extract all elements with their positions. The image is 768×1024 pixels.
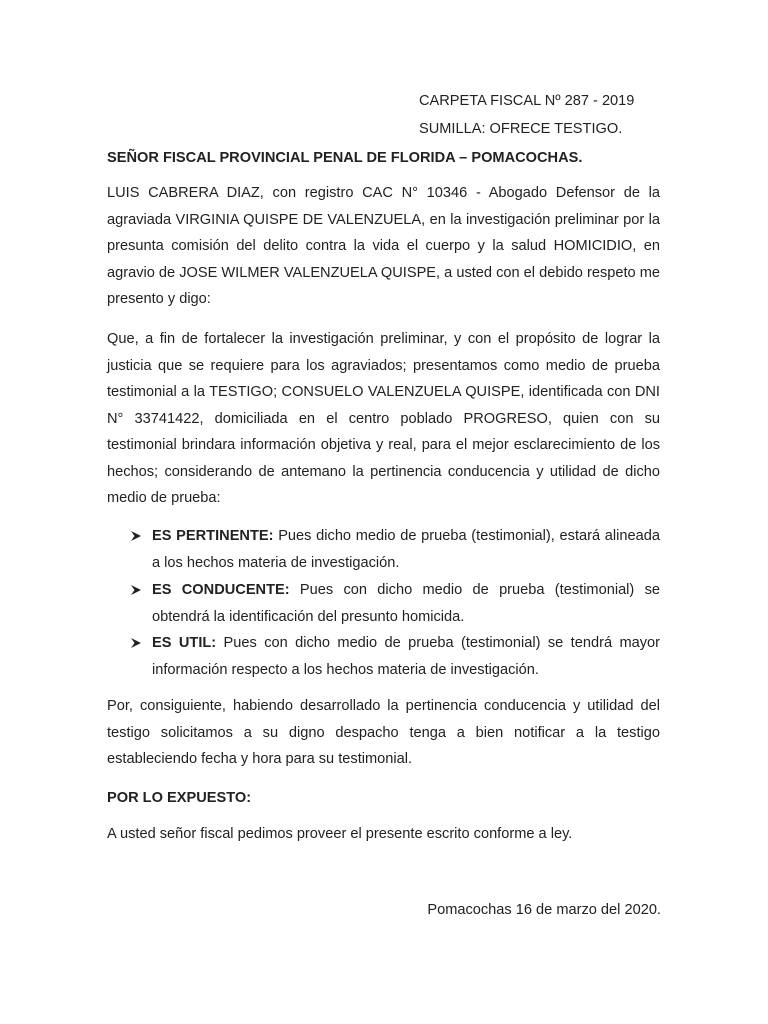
addressee-heading: SEÑOR FISCAL PROVINCIAL PENAL DE FLORIDA – POMACOCHAS.: [107, 150, 583, 166]
criterion-text: Pues dicho medio de prueba (testimonial), estará alineada a los hechos materia de investigación.: [152, 528, 660, 571]
criterion-text: Pues con dicho medio de prueba (testimonial) se tendrá mayor información respecto a los hechos materia de investigación.: [152, 635, 661, 678]
document-summary: SUMILLA: OFRECE TESTIGO.: [419, 121, 623, 137]
request-paragraph: A usted señor fiscal pedimos proveer el presente escrito conforme a ley.: [107, 826, 573, 842]
place-and-date: Pomacochas 16 de marzo del 2020.: [427, 902, 661, 918]
closing-heading: POR LO EXPUESTO:: [107, 790, 252, 806]
criterion-title: ES CONDUCENTE:: [152, 582, 290, 598]
criterion-item-pertinente: [130, 523, 660, 576]
arrow-bullet-icon: [130, 637, 142, 649]
body-paragraph: Que, a fin de fortalecer la investigación preliminar, y con el propósito de lograr la justicia que se requiere para los agraviados; presentamos como medio de prueba testimonial a la TESTIGO; CONSUELO VALENZUELA QUISPE, identificada con DNI N° 33741422, domiciliada en el centro poblado PROGRESO, quien con su testimonial brindara información objetiva y real, para el mejor esclarecimiento de los hechos; considerando de antemano la pertinencia conducencia y utilidad de dicho medio de prueba:: [107, 331, 660, 506]
criterion-text: Pues con dicho medio de prueba (testimonial) se obtendrá la identificación del presunto homicida.: [152, 582, 660, 625]
conclusion-paragraph: Por, consiguiente, habiendo desarrollado la pertinencia conducencia y utilidad del testigo solicitamos a su digno despacho tenga a bien notificar a la testigo estableciendo fecha y hora para su testimonial.: [107, 698, 660, 767]
criterion-title: ES UTIL:: [152, 635, 217, 651]
arrow-bullet-icon: [130, 530, 142, 542]
arrow-bullet-icon: [130, 584, 142, 596]
criterion-item-util: [130, 630, 660, 683]
criterion-item-conducente: [130, 577, 660, 630]
intro-paragraph: LUIS CABRERA DIAZ, con registro CAC N° 10346 - Abogado Defensor de la agraviada VIRGINIA QUISPE DE VALENZUELA, en la investigación preliminar por la presunta comisión del delito contra la vida el cuerpo y la salud HOMICIDIO, en agravio de JOSE WILMER VALENZUELA QUISPE, a usted con el debido respeto me presento y digo:: [107, 185, 660, 307]
criterion-title: ES PERTINENTE:: [152, 528, 274, 544]
case-number: CARPETA FISCAL Nº 287 - 2019: [419, 93, 635, 109]
